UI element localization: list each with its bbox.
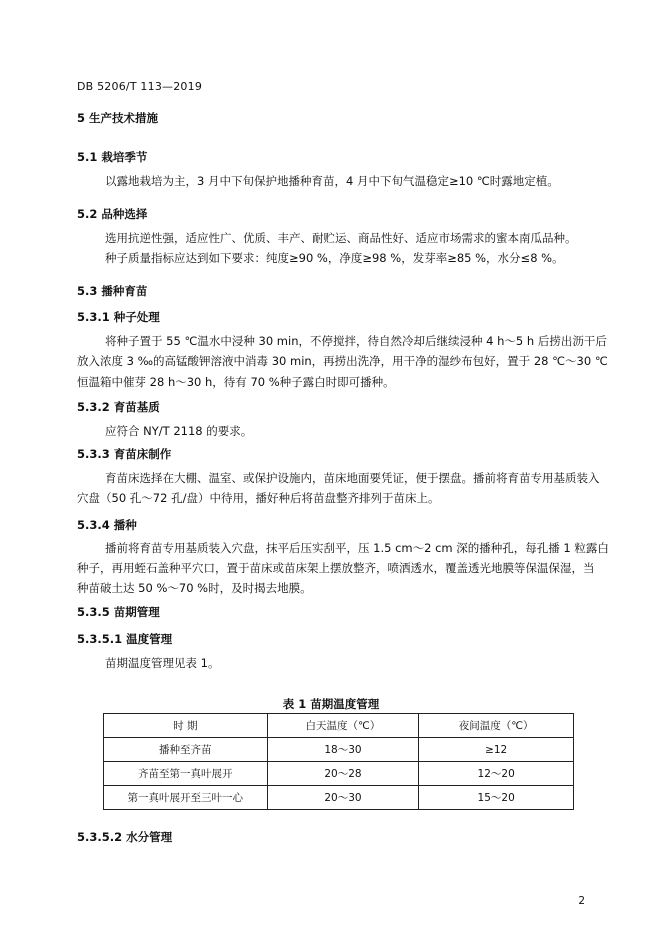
section-5-3-1-line-2: 放入浓度 3 ‰的高锰酸钾溶液中消毒 30 min，再捞出洗净，用干净的湿纱布包好，置于 28 ℃～30 ℃ bbox=[77, 354, 608, 368]
section-5-3-heading: 5.3 播种育苗 bbox=[77, 284, 148, 298]
table-cell: 第一真叶展开至三叶一心 bbox=[104, 786, 268, 810]
section-5-3-5-1-heading: 5.3.5.1 温度管理 bbox=[77, 632, 173, 646]
table-cell: 播种至齐苗 bbox=[104, 738, 268, 762]
document-header-id: DB 5206/T 113—2019 bbox=[77, 80, 203, 93]
table-row bbox=[104, 738, 574, 762]
section-5-3-3-line-1: 育苗床选择在大棚、温室、或保护设施内，苗床地面要凭证，便于摆盘。播前将育苗专用基质装入 bbox=[105, 471, 600, 485]
page-number: 2 bbox=[578, 895, 585, 907]
section-5-3-4-line-1: 播前将育苗专用基质装入穴盘，抹平后压实刮平，压 1.5 cm～2 cm 深的播种孔，每孔播 1 粒露白 bbox=[105, 541, 609, 555]
table-cell: ≥12 bbox=[419, 738, 574, 762]
section-5-3-3-line-2: 穴盘（50 孔～72 孔/盘）中待用，播好种后将苗盘整齐排列于苗床上。 bbox=[77, 491, 440, 505]
section-5-2-text-2: 种子质量指标应达到如下要求：纯度≥90 %，净度≥98 %，发芽率≥85 %，水分≤8 %。 bbox=[105, 251, 564, 265]
section-5-3-1-line-3: 恒温箱中催芽 28 h～30 h，待有 70 %种子露白时即可播种。 bbox=[77, 375, 395, 389]
table-header-row bbox=[104, 714, 574, 738]
section-5-3-1-line-1: 将种子置于 55 ℃温水中浸种 30 min，不停搅拌，待自然冷却后继续浸种 4 h～5 h 后捞出沥干后 bbox=[105, 334, 607, 348]
section-5-1-heading: 5.1 栽培季节 bbox=[77, 150, 148, 164]
section-5-3-2-heading: 5.3.2 育苗基质 bbox=[77, 400, 160, 414]
table-header-cell: 时 期 bbox=[104, 714, 268, 738]
section-5-2-text-1: 选用抗逆性强，适应性广、优质、丰产、耐贮运、商品性好、适应市场需求的蜜本南瓜品种。 bbox=[105, 231, 577, 245]
table-cell: 齐苗至第一真叶展开 bbox=[104, 762, 268, 786]
section-5-heading: 5 生产技术措施 bbox=[77, 111, 159, 125]
table-cell: 20～30 bbox=[267, 786, 419, 810]
table-header-cell: 夜间温度（℃） bbox=[419, 714, 574, 738]
table-header-cell: 白天温度（℃） bbox=[267, 714, 419, 738]
section-5-1-text: 以露地栽培为主，3 月中下旬保护地播种育苗，4 月中下旬气温稳定≥10 ℃时露地定植。 bbox=[105, 174, 559, 188]
section-5-2-heading: 5.2 品种选择 bbox=[77, 207, 148, 221]
table-row bbox=[104, 762, 574, 786]
table-cell: 20～28 bbox=[267, 762, 419, 786]
table-cell: 15～20 bbox=[419, 786, 574, 810]
table-caption: 表 1 苗期温度管理 bbox=[282, 697, 380, 711]
table-cell: 12～20 bbox=[419, 762, 574, 786]
table-row bbox=[104, 786, 574, 810]
section-5-3-4-line-3: 种苗破土达 50 %～70 %时，及时揭去地膜。 bbox=[77, 581, 312, 595]
section-5-3-2-text: 应符合 NY/T 2118 的要求。 bbox=[105, 424, 253, 438]
section-5-3-5-1-text: 苗期温度管理见表 1。 bbox=[105, 656, 220, 670]
section-5-3-5-heading: 5.3.5 苗期管理 bbox=[77, 605, 160, 619]
section-5-3-5-2-heading: 5.3.5.2 水分管理 bbox=[77, 830, 173, 844]
temperature-table bbox=[103, 713, 574, 810]
section-5-3-4-line-2: 种子，再用蛭石盖种平穴口，置于苗床或苗床架上摆放整齐，喷洒透水，覆盖透光地膜等保温保湿，当 bbox=[77, 561, 595, 575]
section-5-3-4-heading: 5.3.4 播种 bbox=[77, 518, 137, 532]
table-cell: 18～30 bbox=[267, 738, 419, 762]
section-5-3-3-heading: 5.3.3 育苗床制作 bbox=[77, 447, 172, 461]
section-5-3-1-heading: 5.3.1 种子处理 bbox=[77, 310, 160, 324]
